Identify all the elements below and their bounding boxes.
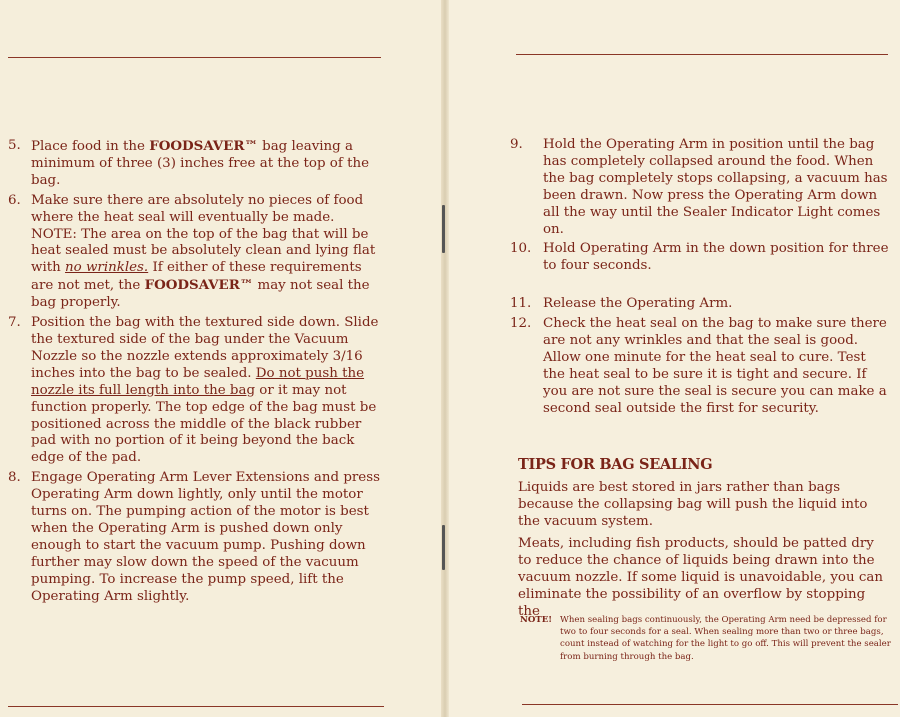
step-text: bag leaving a minimum of three (3) inches free at the top of the bag. xyxy=(31,139,370,188)
note-label: NOTE! xyxy=(520,615,553,625)
warning-text: Do not push the nozzle its full length into the bag xyxy=(31,365,365,398)
step-text: Make sure there are absolutely no pieces of food where the heat seal will eventually be made. NOTE: The area on the top of the bag that will be heat sealed must be absolutely clean and lying flat with xyxy=(31,192,376,276)
instruction-list-left xyxy=(8,138,380,608)
step-number: 12. xyxy=(510,316,532,332)
step-text: Hold Operating Arm in the down position for three to four seconds. xyxy=(543,241,889,274)
booklet-spine xyxy=(441,0,449,717)
tip-paragraph-meats: Meats, including fish products, should be patted dry to reduce the chance of liquids being drawn into the vacuum nozzle. If some liquid is unavoidable, you can eliminate the possibility of an overflow by stopping the xyxy=(518,536,883,619)
step-number: 8. xyxy=(8,470,21,486)
step-text: Hold the Operating Arm in position until the bag has completely collapsed around the food. When the bag completely stops collapsing, a vacuum has been drawn. Now press the Operating Arm down all the way until the Sealer Indicator Light comes on. xyxy=(543,137,888,237)
staple-top xyxy=(442,205,445,253)
instruction-step-8 xyxy=(8,470,380,605)
step-text: Engage Operating Arm Lever Extensions and press Operating Arm down lightly, only until the motor turns on. The pumping action of the motor is best when the Operating Arm is pushed down only enough to start the vacuum pump. Pushing down further may slow down the speed of the vacuum pumping. To increase the pump speed, lift the Operating Arm slightly. xyxy=(31,470,380,604)
step-text: Release the Operating Arm. xyxy=(543,296,733,312)
instruction-step-6 xyxy=(8,193,380,312)
tip-paragraph-liquids: Liquids are best stored in jars rather than bags because the collapsing bag will push the liquid into the vacuum system. xyxy=(518,480,868,529)
step-number: 7. xyxy=(8,315,21,331)
step-text: If either of these requirements are not met, the xyxy=(31,260,362,294)
step-text: may not seal the bag properly. xyxy=(31,278,370,311)
brand-name: FOODSAVER™ xyxy=(149,138,258,154)
staple-bottom xyxy=(442,525,445,570)
instruction-step-9 xyxy=(510,137,890,238)
instruction-step-10 xyxy=(510,241,890,275)
bottom-rule-left xyxy=(8,706,384,707)
tips-heading: TIPS FOR BAG SEALING xyxy=(518,456,713,473)
instruction-step-11 xyxy=(510,296,890,313)
step-text: Place food in the xyxy=(31,139,150,154)
step-text: Position the bag with the textured side down. Slide the textured side of the bag under the Vacuum Nozzle so the nozzle extends approximately 3/16 inches into the bag to be sealed. xyxy=(31,315,379,381)
step-text: or it may not function properly. The top edge of the bag must be positioned across the middle of the black rubber pad with no portion of it being beyond the back edge of the pad. xyxy=(31,382,377,466)
note-block xyxy=(520,614,892,663)
step-number: 5. xyxy=(8,138,21,153)
step-number: 9. xyxy=(510,137,523,152)
bottom-rule-right xyxy=(522,704,898,705)
step-number: 6. xyxy=(8,192,21,208)
step-text: Check the heat seal on the bag to make sure there are not any wrinkles and that the seal is good. Allow one minute for the heat seal to cure. Test the heat seal to be sure it is tight and secure. If you are not sure the seal is secure you can make a second seal outside the first for security. xyxy=(543,316,887,416)
instruction-step-7 xyxy=(8,315,380,467)
brand-name: FOODSAVER™ xyxy=(144,277,254,294)
instruction-list-right xyxy=(510,137,890,421)
step-number: 10. xyxy=(510,241,532,257)
emphasis-text: no wrinkles. xyxy=(65,260,149,276)
top-rule-right xyxy=(516,54,888,55)
instruction-step-5 xyxy=(8,138,380,190)
instruction-step-12 xyxy=(510,316,890,417)
top-rule-left xyxy=(8,57,381,58)
note-text: When sealing bags continuously, the Operating Arm need be depressed for two to four seconds for a seal. When sealing more than two or three bags, count instead of watching for the light to go off. This will prevent the sealer from burning through the bag. xyxy=(560,615,891,662)
step-number: 11. xyxy=(510,296,532,312)
